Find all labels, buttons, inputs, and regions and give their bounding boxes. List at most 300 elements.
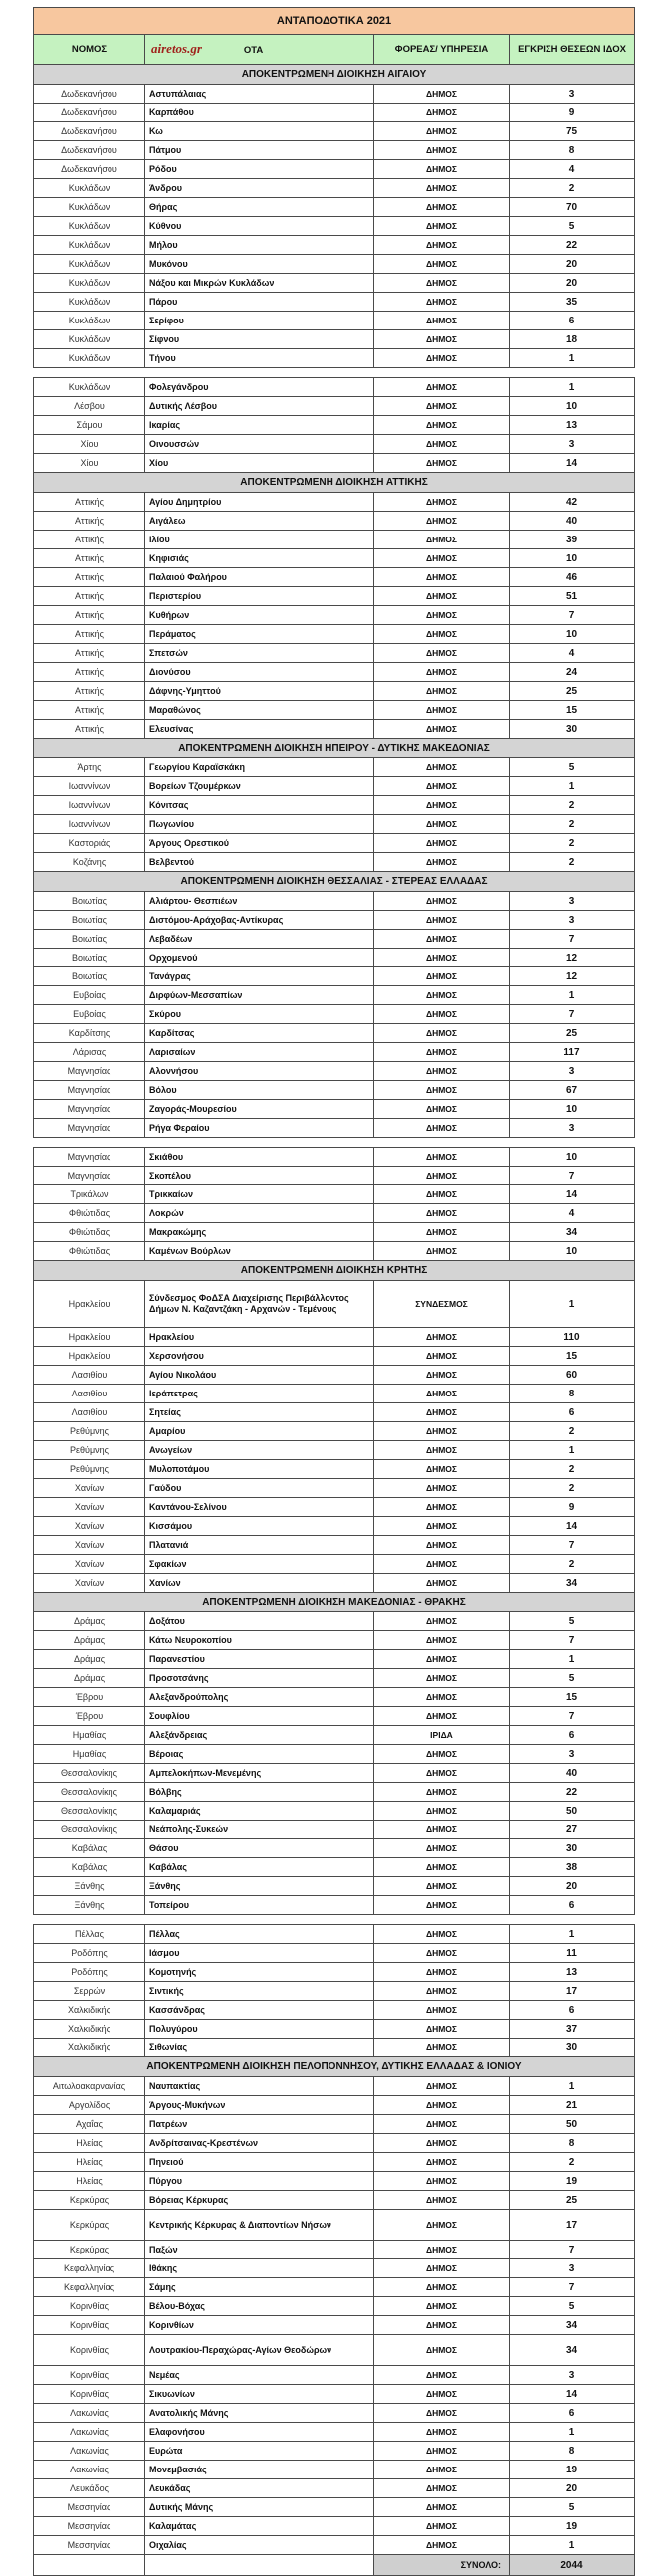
ota-cell: Βόλβης [145,1783,374,1802]
ota-cell: Σιντικής [145,1982,374,2001]
foreas-cell: ΔΗΜΟΣ [374,892,510,911]
ota-cell: Κεντρικής Κέρκυρας & Διαποντίων Νήσων [145,2210,374,2241]
nomos-cell: Ρεθύμνης [34,1422,145,1441]
table-row [34,160,635,179]
foreas-cell: ΔΗΜΟΣ [374,160,510,179]
nomos-cell: Κερκύρας [34,2191,145,2210]
nomos-cell: Λακωνίας [34,2442,145,2461]
foreas-cell: ΔΗΜΟΣ [374,1100,510,1119]
table-row [34,1802,635,1821]
foreas-cell: ΔΗΜΟΣ [374,986,510,1005]
approval-count-cell: 40 [510,1764,635,1783]
allocation-table-continued [33,1924,635,2576]
nomos-cell: Ηρακλείου [34,1281,145,1328]
nomos-cell: Ηρακλείου [34,1328,145,1347]
table-row [34,1242,635,1261]
ota-cell: Ανατολικής Μάνης [145,2404,374,2423]
approval-count-cell: 20 [510,274,635,293]
foreas-cell: ΔΗΜΟΣ [374,198,510,217]
table-row [34,312,635,330]
nomos-cell: Βοιωτίας [34,930,145,949]
table-row [34,2335,635,2366]
nomos-cell: Ηρακλείου [34,1347,145,1366]
table-row [34,2517,635,2536]
foreas-cell: ΔΗΜΟΣ [374,2536,510,2555]
table-row [34,1479,635,1498]
ota-cell: Πλατανιά [145,1536,374,1555]
table-row [34,1081,635,1100]
foreas-cell: ΔΗΜΟΣ [374,349,510,368]
nomos-cell: Χίου [34,435,145,454]
foreas-cell: ΔΗΜΟΣ [374,1167,510,1185]
table-row [34,293,635,312]
ota-cell: Σίφνου [145,330,374,349]
table-row [34,1185,635,1204]
foreas-cell: ΔΗΜΟΣ [374,1764,510,1783]
foreas-cell: ΙΡΙΔΑ [374,1726,510,1745]
document-page [33,7,634,2576]
foreas-cell: ΔΗΜΟΣ [374,1441,510,1460]
nomos-cell: Αττικής [34,568,145,587]
foreas-cell: ΔΗΜΟΣ [374,2385,510,2404]
nomos-cell: Ροδόπης [34,1963,145,1982]
region-heading: ΑΠΟΚΕΝΤΡΩΜΕΝΗ ΔΙΟΙΚΗΣΗ ΘΕΣΣΑΛΙΑΣ - ΣΤΕΡΕΑΣ ΕΛΛΑΔΑΣ [34,872,635,892]
nomos-cell: Δράμας [34,1669,145,1688]
table-row [34,2366,635,2385]
table-row [34,758,635,777]
ota-cell: Πατρέων [145,2115,374,2134]
ota-cell: Διστόμου-Αράχοβας-Αντίκυρας [145,911,374,930]
ota-cell: Δοξάτου [145,1612,374,1631]
foreas-cell: ΔΗΜΟΣ [374,2479,510,2498]
table-row [34,2001,635,2020]
nomos-cell: Αττικής [34,512,145,531]
page-break-gap [33,1138,634,1147]
nomos-cell: Φθιώτιδας [34,1204,145,1223]
table-row [34,2153,635,2172]
ota-cell: Νεάπολης-Συκεών [145,1821,374,1839]
ota-cell: Κόνιτσας [145,796,374,815]
nomos-cell: Κοζάνης [34,853,145,872]
foreas-cell: ΔΗΜΟΣ [374,1839,510,1858]
foreas-cell: ΔΗΜΟΣ [374,274,510,293]
foreas-cell: ΔΗΜΟΣ [374,2366,510,2385]
foreas-cell: ΔΗΜΟΣ [374,493,510,512]
foreas-cell: ΔΗΜΟΣ [374,293,510,312]
ota-cell: Αμαρίου [145,1422,374,1441]
ota-cell: Βορείων Τζουμέρκων [145,777,374,796]
total-empty-cell [145,2555,374,2576]
approval-count-cell: 4 [510,644,635,663]
ota-cell: Πολυγύρου [145,2020,374,2039]
table-row [34,1858,635,1877]
ota-cell: Περάματος [145,625,374,644]
table-row [34,1925,635,1944]
foreas-cell: ΔΗΜΟΣ [374,2297,510,2316]
ota-cell: Νεμέας [145,2366,374,2385]
nomos-cell: Δωδεκανήσου [34,122,145,141]
table-row [34,568,635,587]
ota-cell: Πύργου [145,2172,374,2191]
nomos-cell: Κυκλάδων [34,274,145,293]
nomos-cell: Αττικής [34,720,145,739]
foreas-cell: ΔΗΜΟΣ [374,2096,510,2115]
column-header-approval: ΕΓΚΡΙΣΗ ΘΕΣΕΩΝ ΙΔΟΧ [510,35,635,65]
total-value: 2044 [510,2555,635,2576]
foreas-cell: ΔΗΜΟΣ [374,2442,510,2461]
approval-count-cell: 7 [510,1536,635,1555]
ota-cell: Λοκρών [145,1204,374,1223]
nomos-cell: Χανίων [34,1574,145,1593]
ota-cell: Πάτμου [145,141,374,160]
foreas-cell: ΔΗΜΟΣ [374,2020,510,2039]
ota-cell: Αμπελοκήπων-Μενεμένης [145,1764,374,1783]
foreas-cell: ΔΗΜΟΣ [374,2210,510,2241]
approval-count-cell: 11 [510,1944,635,1963]
table-row [34,493,635,512]
nomos-cell: Ροδόπης [34,1944,145,1963]
nomos-cell: Μαγνησίας [34,1062,145,1081]
foreas-cell: ΔΗΜΟΣ [374,1896,510,1915]
approval-count-cell: 19 [510,2461,635,2479]
ota-cell: Κύθνου [145,217,374,236]
foreas-cell: ΔΗΜΟΣ [374,1669,510,1688]
nomos-cell: Κυκλάδων [34,293,145,312]
nomos-cell: Θεσσαλονίκης [34,1802,145,1821]
table-row [34,1650,635,1669]
foreas-cell: ΔΗΜΟΣ [374,2077,510,2096]
approval-count-cell: 34 [510,2316,635,2335]
foreas-cell: ΔΗΜΟΣ [374,2278,510,2297]
region-heading: ΑΠΟΚΕΝΤΡΩΜΕΝΗ ΔΙΟΙΚΗΣΗ ΑΙΓΑΙΟΥ [34,65,635,85]
approval-count-cell: 3 [510,2259,635,2278]
foreas-cell: ΔΗΜΟΣ [374,1858,510,1877]
nomos-cell: Κερκύρας [34,2241,145,2259]
foreas-cell: ΔΗΜΟΣ [374,2241,510,2259]
nomos-cell: Μαγνησίας [34,1119,145,1138]
approval-count-cell: 22 [510,236,635,255]
foreas-cell: ΔΗΜΟΣ [374,606,510,625]
table-row [34,1688,635,1707]
ota-cell: Βόρειας Κέρκυρας [145,2191,374,2210]
ota-cell: Σπετσών [145,644,374,663]
approval-count-cell: 6 [510,1896,635,1915]
table-row [34,1148,635,1167]
ota-cell: Ιθάκης [145,2259,374,2278]
table-row [34,2278,635,2297]
foreas-cell: ΔΗΜΟΣ [374,1460,510,1479]
nomos-cell: Καβάλας [34,1858,145,1877]
nomos-cell: Μεσσηνίας [34,2536,145,2555]
nomos-cell: Αττικής [34,682,145,701]
table-row [34,1403,635,1422]
nomos-cell: Μαγνησίας [34,1081,145,1100]
ota-cell: Λεβαδέων [145,930,374,949]
ota-cell: Ελευσίνας [145,720,374,739]
table-row [34,1783,635,1802]
ota-cell: Αλιάρτου- Θεσπιέων [145,892,374,911]
ota-cell: Ζαγοράς-Μουρεσίου [145,1100,374,1119]
table-row [34,892,635,911]
approval-count-cell: 2 [510,1460,635,1479]
ota-cell: Γεωργίου Καραϊσκάκη [145,758,374,777]
nomos-cell: Δωδεκανήσου [34,104,145,122]
nomos-cell: Ιωαννίνων [34,796,145,815]
approval-count-cell: 19 [510,2172,635,2191]
approval-count-cell: 6 [510,1403,635,1422]
foreas-cell: ΔΗΜΟΣ [374,1982,510,2001]
region-heading: ΑΠΟΚΕΝΤΡΩΜΕΝΗ ΔΙΟΙΚΗΣΗ ΚΡΗΤΗΣ [34,1261,635,1281]
approval-count-cell: 10 [510,1100,635,1119]
approval-count-cell: 5 [510,2297,635,2316]
approval-count-cell: 7 [510,1167,635,1185]
table-row [34,378,635,397]
table-row [34,1024,635,1043]
nomos-cell: Χανίων [34,1479,145,1498]
approval-count-cell: 3 [510,85,635,104]
approval-count-cell: 2 [510,815,635,834]
approval-count-cell: 1 [510,2077,635,2096]
approval-count-cell: 1 [510,1441,635,1460]
nomos-cell: Ευβοίας [34,1005,145,1024]
table-row [34,2259,635,2278]
table-row [34,1745,635,1764]
allocation-table [33,7,635,368]
page-break-gap [33,368,634,377]
ota-cell: Καρδίτσας [145,1024,374,1043]
table-row [34,122,635,141]
approval-count-cell: 4 [510,1204,635,1223]
foreas-cell: ΔΗΜΟΣ [374,1479,510,1498]
foreas-cell: ΔΗΜΟΣ [374,1944,510,1963]
nomos-cell: Κυκλάδων [34,312,145,330]
total-row [34,2555,635,2576]
nomos-cell: Άρτης [34,758,145,777]
title-row [34,8,635,35]
ota-cell: Σερίφου [145,312,374,330]
table-row [34,1223,635,1242]
table-row [34,682,635,701]
foreas-cell: ΔΗΜΟΣ [374,2423,510,2442]
foreas-cell: ΔΗΜΟΣ [374,1631,510,1650]
table-row [34,1517,635,1536]
table-row [34,1281,635,1328]
approval-count-cell: 2 [510,179,635,198]
nomos-cell: Αττικής [34,701,145,720]
table-row [34,512,635,531]
foreas-cell: ΔΗΜΟΣ [374,1081,510,1100]
foreas-cell: ΔΗΜΟΣ [374,217,510,236]
foreas-cell: ΔΗΜΟΣ [374,454,510,473]
table-row [34,1167,635,1185]
table-row [34,720,635,739]
approval-count-cell: 1 [510,2423,635,2442]
region-heading: ΑΠΟΚΕΝΤΡΩΜΕΝΗ ΔΙΟΙΚΗΣΗ ΗΠΕΙΡΟΥ - ΔΥΤΙΚΗΣ ΜΑΚΕΔΟΝΙΑΣ [34,739,635,758]
nomos-cell: Κορινθίας [34,2335,145,2366]
table-row [34,701,635,720]
approval-count-cell: 1 [510,378,635,397]
ota-cell: Παλαιού Φαλήρου [145,568,374,587]
foreas-cell: ΔΗΜΟΣ [374,568,510,587]
nomos-cell: Ξάνθης [34,1896,145,1915]
table-row [34,2172,635,2191]
ota-cell: Βελβεντού [145,853,374,872]
approval-count-cell: 10 [510,1148,635,1167]
nomos-cell: Χίου [34,454,145,473]
approval-count-cell: 6 [510,2404,635,2423]
approval-count-cell: 21 [510,2096,635,2115]
table-row [34,236,635,255]
foreas-cell: ΔΗΜΟΣ [374,644,510,663]
table-row [34,416,635,435]
approval-count-cell: 51 [510,587,635,606]
total-empty-cell [34,2555,145,2576]
ota-cell: Πέλλας [145,1925,374,1944]
table-row [34,587,635,606]
approval-count-cell: 2 [510,1422,635,1441]
table-row [34,834,635,853]
table-row [34,2536,635,2555]
region-row [34,739,635,758]
region-row [34,1593,635,1612]
approval-count-cell: 39 [510,531,635,549]
table-row [34,1877,635,1896]
nomos-cell: Θεσσαλονίκης [34,1783,145,1802]
table-row [34,1460,635,1479]
nomos-cell: Κορινθίας [34,2316,145,2335]
nomos-cell: Χαλκιδικής [34,2020,145,2039]
table-row [34,625,635,644]
nomos-cell: Λακωνίας [34,2461,145,2479]
nomos-cell: Κυκλάδων [34,330,145,349]
approval-count-cell: 25 [510,2191,635,2210]
table-row [34,1062,635,1081]
nomos-cell: Αττικής [34,663,145,682]
nomos-cell: Κορινθίας [34,2366,145,2385]
nomos-cell: Κυκλάδων [34,349,145,368]
region-row [34,65,635,85]
approval-count-cell: 6 [510,2001,635,2020]
foreas-cell: ΔΗΜΟΣ [374,2259,510,2278]
ota-cell: Βέλου-Βόχας [145,2297,374,2316]
approval-count-cell: 60 [510,1366,635,1385]
table-row [34,2210,635,2241]
approval-count-cell: 9 [510,104,635,122]
foreas-cell: ΔΗΜΟΣ [374,435,510,454]
approval-count-cell: 3 [510,1119,635,1138]
ota-cell: Αλοννήσου [145,1062,374,1081]
approval-count-cell: 7 [510,606,635,625]
approval-count-cell: 117 [510,1043,635,1062]
nomos-cell: Κεφαλληνίας [34,2278,145,2297]
foreas-cell: ΔΗΜΟΣ [374,1148,510,1167]
foreas-cell: ΔΗΜΟΣ [374,1204,510,1223]
ota-cell: Ορχομενού [145,949,374,967]
approval-count-cell: 7 [510,930,635,949]
ota-cell: Αλεξάνδρειας [145,1726,374,1745]
nomos-cell: Κυκλάδων [34,179,145,198]
approval-count-cell: 1 [510,2536,635,2555]
table-row [34,1631,635,1650]
nomos-cell: Αττικής [34,625,145,644]
table-row [34,1612,635,1631]
approval-count-cell: 1 [510,1281,635,1328]
foreas-cell: ΔΗΜΟΣ [374,1555,510,1574]
table-row [34,663,635,682]
ota-cell: Διρφύων-Μεσσαπίων [145,986,374,1005]
approval-count-cell: 15 [510,701,635,720]
approval-count-cell: 25 [510,682,635,701]
foreas-cell: ΔΗΜΟΣ [374,967,510,986]
nomos-cell: Λάρισας [34,1043,145,1062]
table-row [34,2096,635,2115]
ota-cell: Ρήγα Φεραίου [145,1119,374,1138]
nomos-cell: Κορινθίας [34,2297,145,2316]
table-row [34,1385,635,1403]
nomos-cell: Χανίων [34,1555,145,1574]
foreas-cell: ΔΗΜΟΣ [374,122,510,141]
ota-cell: Σουφλίου [145,1707,374,1726]
ota-cell: Σιθωνίας [145,2039,374,2057]
approval-count-cell: 75 [510,122,635,141]
ota-cell: Κορινθίων [145,2316,374,2335]
nomos-cell: Θεσσαλονίκης [34,1764,145,1783]
ota-cell: Διονύσου [145,663,374,682]
foreas-cell: ΔΗΜΟΣ [374,416,510,435]
nomos-cell: Πέλλας [34,1925,145,1944]
ota-cell: Κισσάμου [145,1517,374,1536]
page-break-gap [33,1915,634,1924]
approval-count-cell: 3 [510,1745,635,1764]
ota-cell: Καλαμαριάς [145,1802,374,1821]
ota-cell: Αγίου Νικολάου [145,1366,374,1385]
table-row [34,179,635,198]
approval-count-cell: 14 [510,1517,635,1536]
table-row [34,1005,635,1024]
table-row [34,644,635,663]
table-row [34,397,635,416]
nomos-cell: Χανίων [34,1536,145,1555]
approval-count-cell: 7 [510,1707,635,1726]
ota-cell: Τήνου [145,349,374,368]
ota-cell: Μυκόνου [145,255,374,274]
table-row [34,1764,635,1783]
nomos-cell: Φθιώτιδας [34,1242,145,1261]
nomos-cell: Λευκάδος [34,2479,145,2498]
approval-count-cell: 3 [510,2366,635,2385]
ota-cell: Χίου [145,454,374,473]
brand-watermark: airetos.gr [151,41,202,56]
approval-count-cell: 30 [510,720,635,739]
ota-cell: Αιγάλεω [145,512,374,531]
ota-cell: Ηρακλείου [145,1328,374,1347]
approval-count-cell: 17 [510,1982,635,2001]
foreas-cell: ΔΗΜΟΣ [374,2115,510,2134]
region-row [34,872,635,892]
nomos-cell: Έβρου [34,1707,145,1726]
approval-count-cell: 2 [510,1479,635,1498]
table-row [34,274,635,293]
ota-cell: Άνδρου [145,179,374,198]
ota-cell: Άργους-Μυκήνων [145,2096,374,2115]
foreas-cell: ΔΗΜΟΣ [374,853,510,872]
foreas-cell: ΔΗΜΟΣ [374,1242,510,1261]
approval-count-cell: 110 [510,1328,635,1347]
nomos-cell: Κορινθίας [34,2385,145,2404]
foreas-cell: ΔΗΜΟΣ [374,1185,510,1204]
approval-count-cell: 9 [510,1498,635,1517]
nomos-cell: Κυκλάδων [34,236,145,255]
